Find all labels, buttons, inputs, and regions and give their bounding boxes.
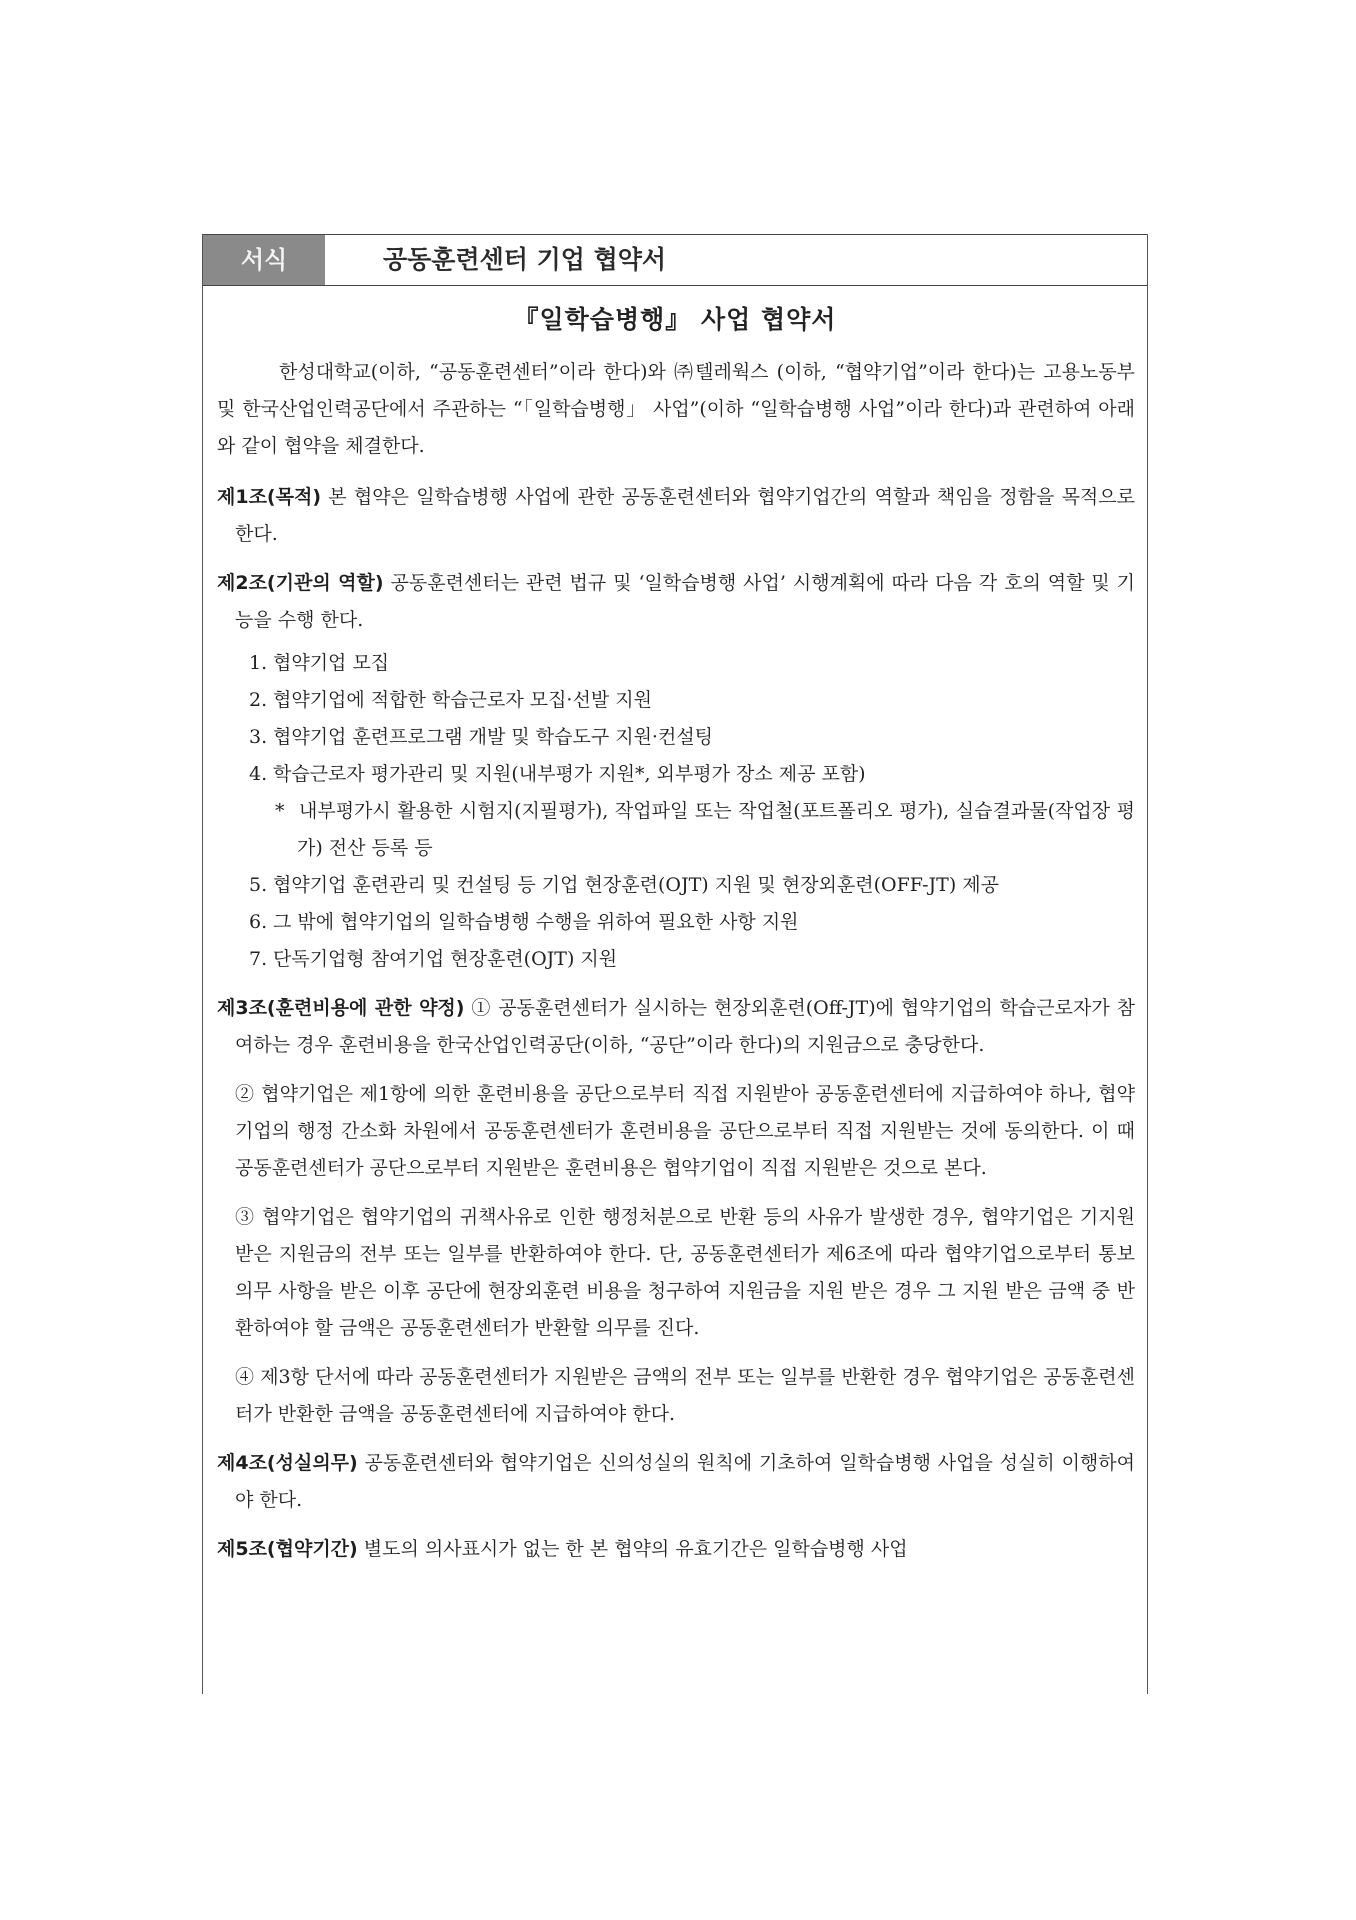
article-5-text: 별도의 의사표시가 없는 한 본 협약의 유효기간은 일학습병행 사업 xyxy=(357,1538,908,1560)
article-2-text: 공동훈련센터는 관련 법규 및 ‘일학습병행 사업’ 시행계획에 따라 다음 각 호의 역할 및 기능을 수행 한다. xyxy=(235,572,1135,631)
list-item-text: 협약기업에 적합한 학습근로자 모집·선발 지원 xyxy=(273,689,652,711)
article-1-heading: 제1조(목적) xyxy=(217,486,322,508)
article-4-heading: 제4조(성실의무) xyxy=(217,1452,358,1474)
list-item-text: 학습근로자 평가관리 및 지원(내부평가 지원*, 외부평가 장소 제공 포함) xyxy=(273,763,866,785)
list-item-text: 협약기업 훈련관리 및 컨설팅 등 기업 현장훈련(OJT) 지원 및 현장외훈련(OFF-JT) 제공 xyxy=(273,874,999,896)
form-frame xyxy=(202,234,1148,1694)
document-body xyxy=(203,354,1147,1568)
list-item-number: 1. xyxy=(249,652,268,674)
list-footnote xyxy=(217,793,1135,867)
article-3-paragraph-4: ④ 제3항 단서에 따라 공동훈련센터가 지원받은 금액의 전부 또는 일부를 반환한 경우 협약기업은 공동훈련센터가 반환한 금액을 공동훈련센터에 지급하여야 한다. xyxy=(235,1366,1135,1425)
list-item xyxy=(217,682,1135,719)
article-2-list xyxy=(217,645,1135,978)
list-item xyxy=(217,645,1135,682)
footnote-text: 내부평가시 활용한 시험지(지필평가), 작업파일 또는 작업철(포트폴리오 평가), 실습결과물(작업장 평가) 전산 등록 등 xyxy=(297,800,1135,859)
article-1 xyxy=(217,479,1135,553)
list-item-number: 4. xyxy=(249,763,268,785)
list-item-number: 3. xyxy=(249,726,268,748)
article-1-text: 본 협약은 일학습병행 사업에 관한 공동훈련센터와 협약기업간의 역할과 책임을 정함을 목적으로 한다. xyxy=(235,486,1135,545)
article-3-paragraph-3: ③ 협약기업은 협약기업의 귀책사유로 인한 행정처분으로 반환 등의 사유가 발생한 경우, 협약기업은 기지원 받은 지원금의 전부 또는 일부를 반환하여야 한다. 단, 공동훈련센터가 제6조에 따라 협약기업으로부터 통보의무 사항을 받은 이후 공단에 현장외훈련 비용을 청구하여 지원금을 지원 받은 경우 그 지원 받은 금액 중 반환하여야 할 금액은 공동훈련센터가 반환할 의무를 진다. xyxy=(235,1206,1135,1339)
form-title: 공동훈련센터 기업 협약서 xyxy=(383,245,667,274)
list-item xyxy=(217,756,1135,793)
list-item-number: 7. xyxy=(249,948,268,970)
list-item-text: 협약기업 모집 xyxy=(273,652,390,674)
list-item xyxy=(217,719,1135,756)
article-3-text: ① 공동훈련센터가 실시하는 현장외훈련(Off-JT)에 협약기업의 학습근로자가 참여하는 경우 훈련비용을 한국산업인력공단(이하, “공단”이라 한다)의 지원금으로 충당한다. xyxy=(235,997,1135,1056)
article-2 xyxy=(217,565,1135,639)
article-3-heading: 제3조(훈련비용에 관한 약정) xyxy=(217,997,465,1019)
article-4-text: 공동훈련센터와 협약기업은 신의성실의 원칙에 기초하여 일학습병행 사업을 성실히 이행하여야 한다. xyxy=(235,1452,1135,1511)
form-badge: 서식 xyxy=(203,235,325,285)
intro-paragraph: 한성대학교(이하, “공동훈련센터”이라 한다)와 ㈜텔레웍스 (이하, “협약기업”이라 한다)는 고용노동부 및 한국산업인력공단에서 주관하는 “「일학습병행」 사업”(이하 “일학습병행 사업”이라 한다)과 관련하여 아래와 같이 협약을 체결한다. xyxy=(217,361,1135,457)
list-item-text: 협약기업 훈련프로그램 개발 및 학습도구 지원·컨설팅 xyxy=(273,726,714,748)
list-item-number: 5. xyxy=(249,874,268,896)
list-item xyxy=(217,867,1135,904)
list-item-text: 그 밖에 협약기업의 일학습병행 수행을 위하여 필요한 사항 지원 xyxy=(273,911,799,933)
list-item-number: 2. xyxy=(249,689,268,711)
article-4 xyxy=(217,1445,1135,1519)
article-3 xyxy=(217,990,1135,1064)
document-title: 『일학습병행』 사업 협약서 xyxy=(513,305,837,334)
article-2-heading: 제2조(기관의 역할) xyxy=(217,572,384,594)
article-5-heading: 제5조(협약기간) xyxy=(217,1538,358,1560)
article-5 xyxy=(217,1531,1135,1568)
list-item xyxy=(217,904,1135,941)
form-header xyxy=(203,234,1147,286)
footnote-marker: * xyxy=(275,800,285,822)
list-item-text: 단독기업형 참여기업 현장훈련(OJT) 지원 xyxy=(273,948,618,970)
list-item xyxy=(217,941,1135,978)
list-item-number: 6. xyxy=(249,911,268,933)
article-3-paragraph-2: ② 협약기업은 제1항에 의한 훈련비용을 공단으로부터 직접 지원받아 공동훈련센터에 지급하여야 하나, 협약기업의 행정 간소화 차원에서 공동훈련센터가 훈련비용을 공단으로부터 직접 지원받는 것에 동의한다. 이 때 공동훈련센터가 공단으로부터 지원받은 훈련비용은 협약기업이 직접 지원받은 것으로 본다. xyxy=(235,1083,1135,1179)
